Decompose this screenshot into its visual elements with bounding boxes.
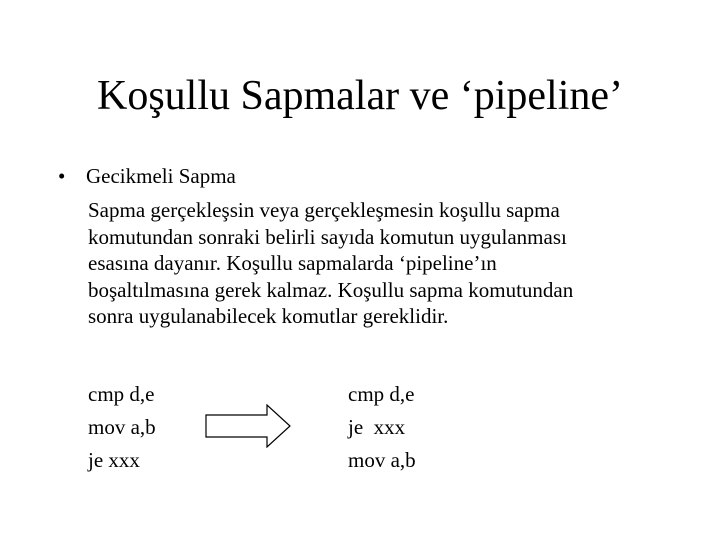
bullet-heading-row — [58, 163, 236, 189]
bullet-symbol: • — [58, 164, 66, 188]
code-line: cmp d,e — [88, 382, 155, 406]
paragraph-line: Sapma gerçekleşsin veya gerçekleşmesin koşullu sapma — [88, 198, 560, 222]
slide-title: Koşullu Sapmalar ve ‘pipeline’ — [96, 73, 624, 119]
paragraph-line: boşaltılmasına gerek kalmaz. Koşullu sapma komutundan — [88, 277, 574, 302]
right-arrow-icon — [205, 404, 291, 448]
code-line: cmp d,e — [348, 382, 415, 406]
code-line: mov a,b — [348, 448, 416, 472]
bullet-paragraph — [88, 197, 688, 330]
paragraph-line: sonra uygulanabilecek komutlar gereklidir. — [88, 304, 449, 328]
paragraph-line: komutundan sonraki belirli sayıda komutun uygulanması — [88, 224, 567, 249]
code-before — [88, 378, 156, 477]
bullet-heading: Gecikmeli Sapma — [86, 164, 236, 188]
code-line: mov a,b — [88, 415, 156, 439]
code-line: je xxx — [88, 448, 140, 472]
paragraph-line: esasına dayanır. Koşullu sapmalarda ‘pipeline’ın — [88, 251, 497, 275]
code-line: je xxx — [348, 415, 406, 439]
code-after — [348, 378, 416, 477]
